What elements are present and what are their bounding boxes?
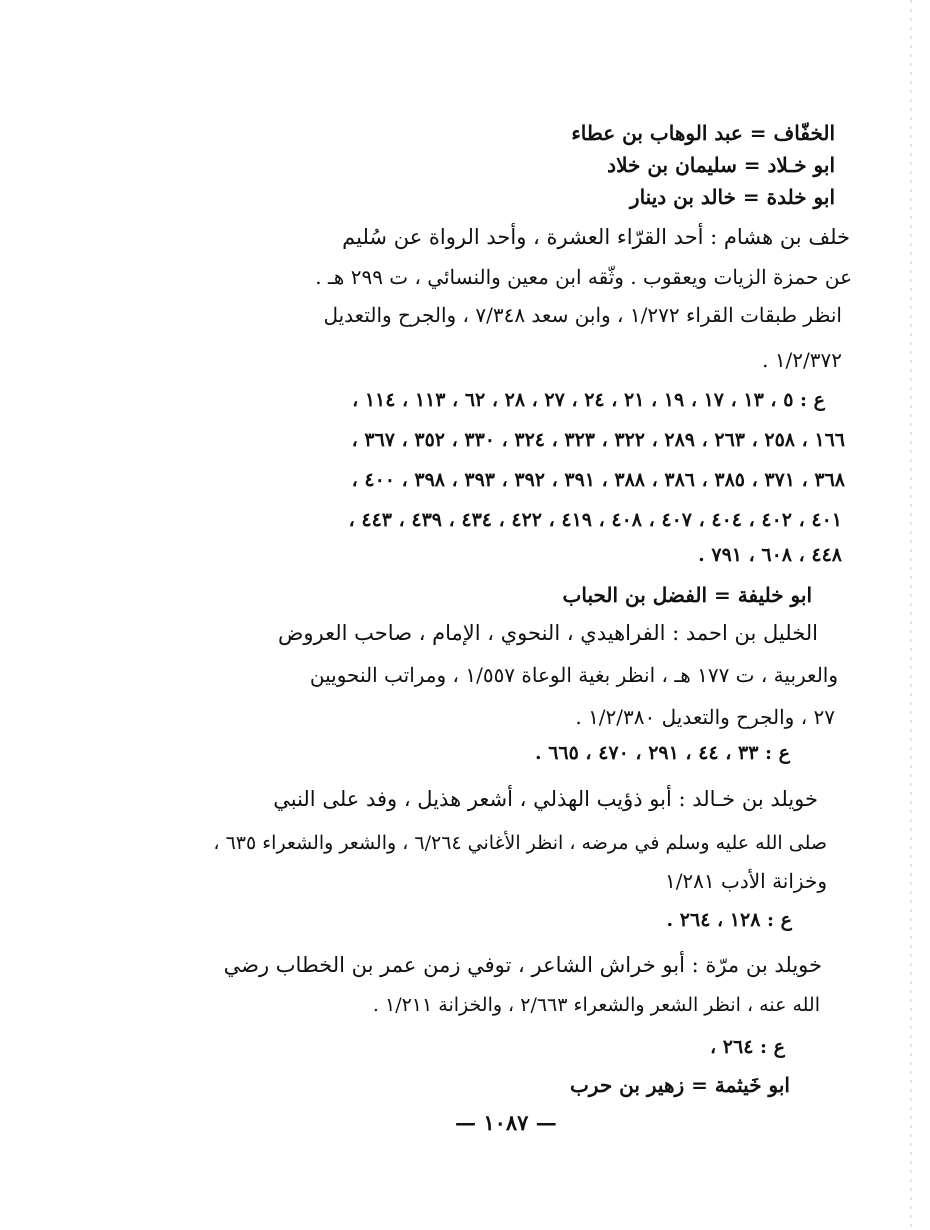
khalaf-ref-line3: ٣٦٨ ، ٣٧١ ، ٣٨٥ ، ٣٨٦ ، ٣٨٨ ، ٣٩١ ، ٣٩٢ ، ٣٩٣ ، ٣٩٨ ، ٤٠٠ ، [351, 469, 845, 491]
entry-khuwaylid-khalid-line3: وخزانة الأدب ١/٢٨١ [664, 869, 827, 893]
entry-abu-khaythama: ابو خَيثمة = زهير بن حرب [569, 1073, 790, 1097]
entry-khalaf-line2: عن حمزة الزيات ويعقوب . وثّقه ابن معين والنسائي ، ت ٢٩٩ هـ . [315, 265, 852, 289]
entry-khuwaylid-murra-line1: خويلد بن مرّة : أبو خراش الشاعر ، توفي زمن عمر بن الخطاب رضي [223, 953, 822, 977]
khalaf-ref-line1: ع : ٥ ، ١٣ ، ١٧ ، ١٩ ، ٢١ ، ٢٤ ، ٢٧ ، ٢٨ ، ٦٢ ، ١١٣ ، ١١٤ ، [352, 389, 825, 411]
khalaf-ref-line4: ٤٠١ ، ٤٠٢ ، ٤٠٤ ، ٤٠٧ ، ٤٠٨ ، ٤١٩ ، ٤٢٢ ، ٤٣٤ ، ٤٣٩ ، ٤٤٣ ، [348, 509, 842, 531]
entry-khalaf-line1: خلف بن هشام : أحد القرّاء العشرة ، وأحد الرواة عن سُليم [342, 225, 850, 249]
khalaf-ref-line2: ١٦٦ ، ٢٥٨ ، ٢٦٣ ، ٢٨٩ ، ٣٢٢ ، ٣٢٣ ، ٣٢٤ ، ٣٣٠ ، ٣٥٢ ، ٣٦٧ ، [351, 429, 845, 451]
scan-edge-artifact [910, 0, 912, 1230]
entry-khuwaylid-khalid-line1: خويلد بن خـالد : أبو ذؤيب الهذلي ، أشعر هذيل ، وفد على النبي [273, 787, 818, 811]
entry-khalil-line1: الخليل بن احمد : الفراهيدي ، النحوي ، الإمام ، صاحب العروض [278, 621, 818, 645]
page-number: — ١٠٨٧ — [455, 1110, 557, 1135]
entry-abu-khalda: ابو خلدة = خالد بن دينار [629, 185, 835, 209]
khalil-ref-line: ع : ٣٣ ، ٤٤ ، ٢٩١ ، ٤٧٠ ، ٦٦٥ . [534, 742, 790, 764]
entry-khalaf-line4: ١/٢/٣٧٢ . [762, 348, 842, 372]
khuwaylid-murra-ref-line: ع : ٢٦٤ ، [710, 1036, 785, 1058]
entry-khuwaylid-khalid-line2: صلى الله عليه وسلم في مرضه ، انظر الأغاني ٦/٢٦٤ ، والشعر والشعراء ٦٣٥ ، [213, 832, 827, 854]
khuwaylid-khalid-ref-line: ع : ١٢٨ ، ٢٦٤ . [666, 909, 792, 931]
entry-khuwaylid-murra-line2: الله عنه ، انظر الشعر والشعراء ٢/٦٦٣ ، والخزانة ١/٢١١ . [372, 994, 820, 1016]
entry-abu-khallad: ابو خـلاد = سليمان بن خلاد [607, 153, 835, 177]
entry-khalil-line2: والعربية ، ت ١٧٧ هـ ، انظر بغية الوعاة ١/٥٥٧ ، ومراتب النحويين [309, 663, 838, 687]
entry-khalaf-line3: انظر طبقات القراء ١/٢٧٢ ، وابن سعد ٧/٣٤٨ ، والجرح والتعديل [323, 303, 842, 327]
entry-khalil-line3: ٢٧ ، والجرح والتعديل ١/٢/٣٨٠ . [575, 705, 835, 729]
khalaf-ref-line5: ٤٤٨ ، ٦٠٨ ، ٧٩١ . [698, 544, 842, 566]
entry-khaffaf: الخفّاف = عبد الوهاب بن عطاء [571, 121, 835, 145]
entry-abu-khalifa: ابو خليفة = الفضل بن الحباب [562, 583, 812, 607]
